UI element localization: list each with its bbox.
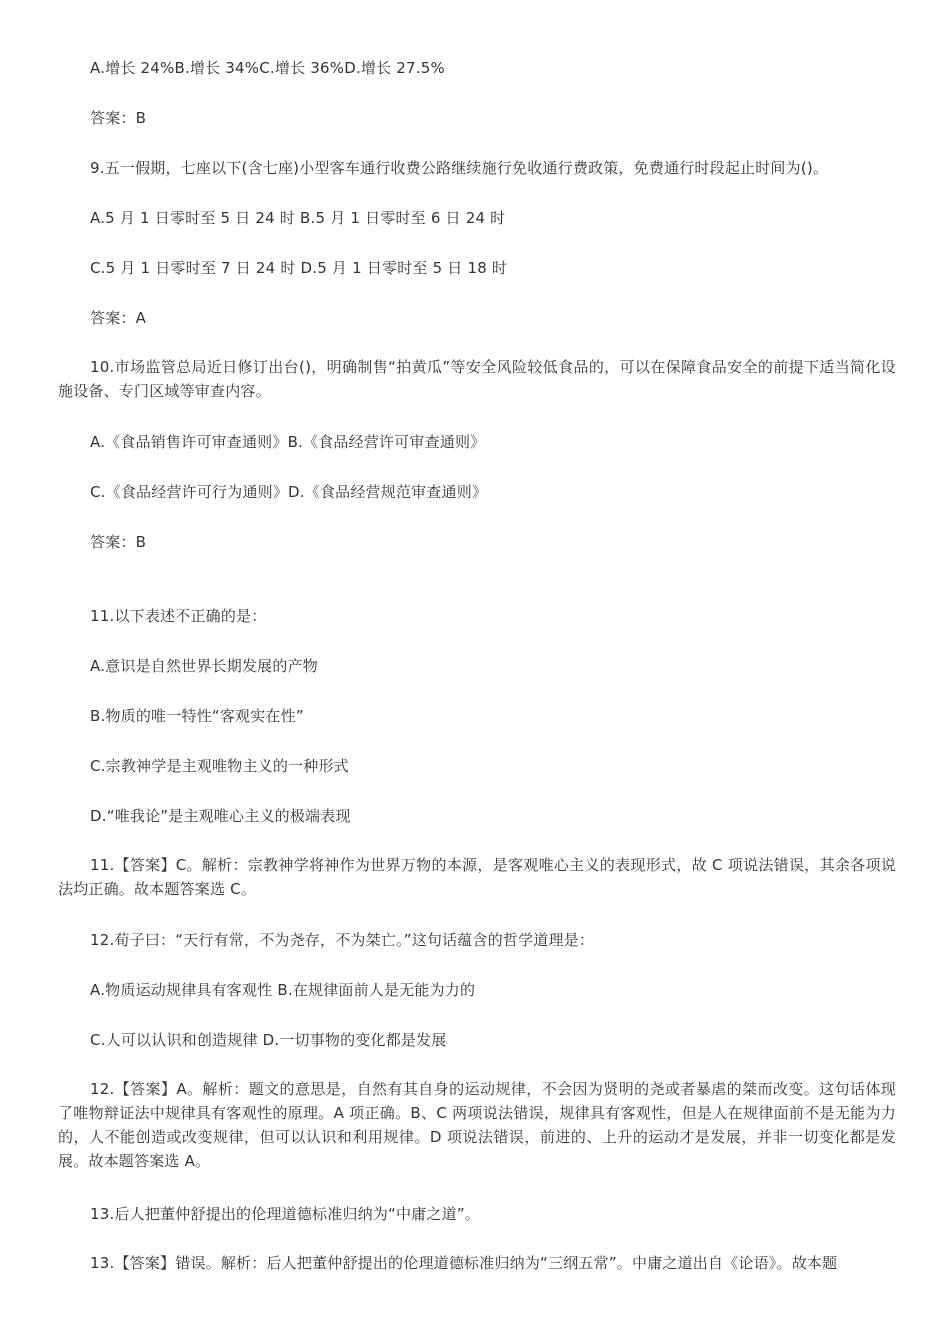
- q12-options-ab: A.物质运动规律具有客观性 B.在规律面前人是无能为力的: [90, 981, 476, 999]
- q10-options-ab: A.《食品销售许可审查通则》B.《食品经营许可审查通则》: [90, 433, 486, 451]
- q13-explanation: 13.【答案】错误。解析：后人把董仲舒提出的伦理道德标准归纳为“三纲五常”。中庸之道出自《论语》。故本题: [90, 1254, 838, 1272]
- q11-option-b: B.物质的唯一特性“客观实在性”: [90, 707, 304, 725]
- q11-option-c: C.宗教神学是主观唯物主义的一种形式: [90, 757, 349, 775]
- q12-options-cd: C.人可以认识和创造规律 D.一切事物的变化都是发展: [90, 1031, 447, 1049]
- q9-options-ab: A.5 月 1 日零时至 5 日 24 时 B.5 月 1 日零时至 6 日 24 时: [90, 209, 506, 227]
- q9-options-cd: C.5 月 1 日零时至 7 日 24 时 D.5 月 1 日零时至 5 日 18 时: [90, 259, 508, 277]
- q10-answer: 答案：B: [90, 533, 147, 551]
- q12-explanation: 12.【答案】A。解析：题文的意思是，自然有其自身的运动规律，不会因为贤明的尧或者暴虐的桀而改变。这句话体现了唯物辩证法中规律具有客观性的原理。A 项正确。B、C 两项说法错误，规律具有客观性，但是人在规律面前不是无能为力的，人不能创造或改变规律，但可以认识和利用规律。D 项说法错误，前进的、上升的运动才是发展，并非一切变化都是发展。故本题答案选 A。: [58, 1080, 896, 1170]
- q8-options: A.增长 24%B.增长 34%C.增长 36%D.增长 27.5%: [90, 59, 445, 77]
- q10-question: 10.市场监管总局近日修订出台()，明确制售“拍黄瓜”等安全风险较低食品的，可以在保障食品安全的前提下适当简化设施设备、专门区域等审查内容。: [58, 358, 896, 400]
- q13-statement: 13.后人把董仲舒提出的伦理道德标准归纳为“中庸之道”。: [90, 1205, 480, 1223]
- q11-option-d: D.“唯我论”是主观唯心主义的极端表现: [90, 807, 351, 825]
- q11-explanation: 11.【答案】C。解析：宗教神学将神作为世界万物的本源，是客观唯心主义的表现形式，故 C 项说法错误，其余各项说法均正确。故本题答案选 C。: [58, 856, 896, 898]
- q8-answer: 答案：B: [90, 109, 147, 127]
- q10-options-cd: C.《食品经营许可行为通则》D.《食品经营规范审查通则》: [90, 483, 488, 501]
- q12-question: 12.荀子曰：“天行有常，不为尧存，不为桀亡。”这句话蕴含的哲学道理是：: [90, 931, 595, 949]
- q9-answer: 答案：A: [90, 309, 147, 327]
- q9-question: 9.五一假期，七座以下(含七座)小型客车通行收费公路继续施行免收通行费政策，免费通行时段起止时间为()。: [90, 159, 829, 177]
- q11-question: 11.以下表述不正确的是：: [90, 607, 267, 625]
- q11-option-a: A.意识是自然世界长期发展的产物: [90, 657, 318, 675]
